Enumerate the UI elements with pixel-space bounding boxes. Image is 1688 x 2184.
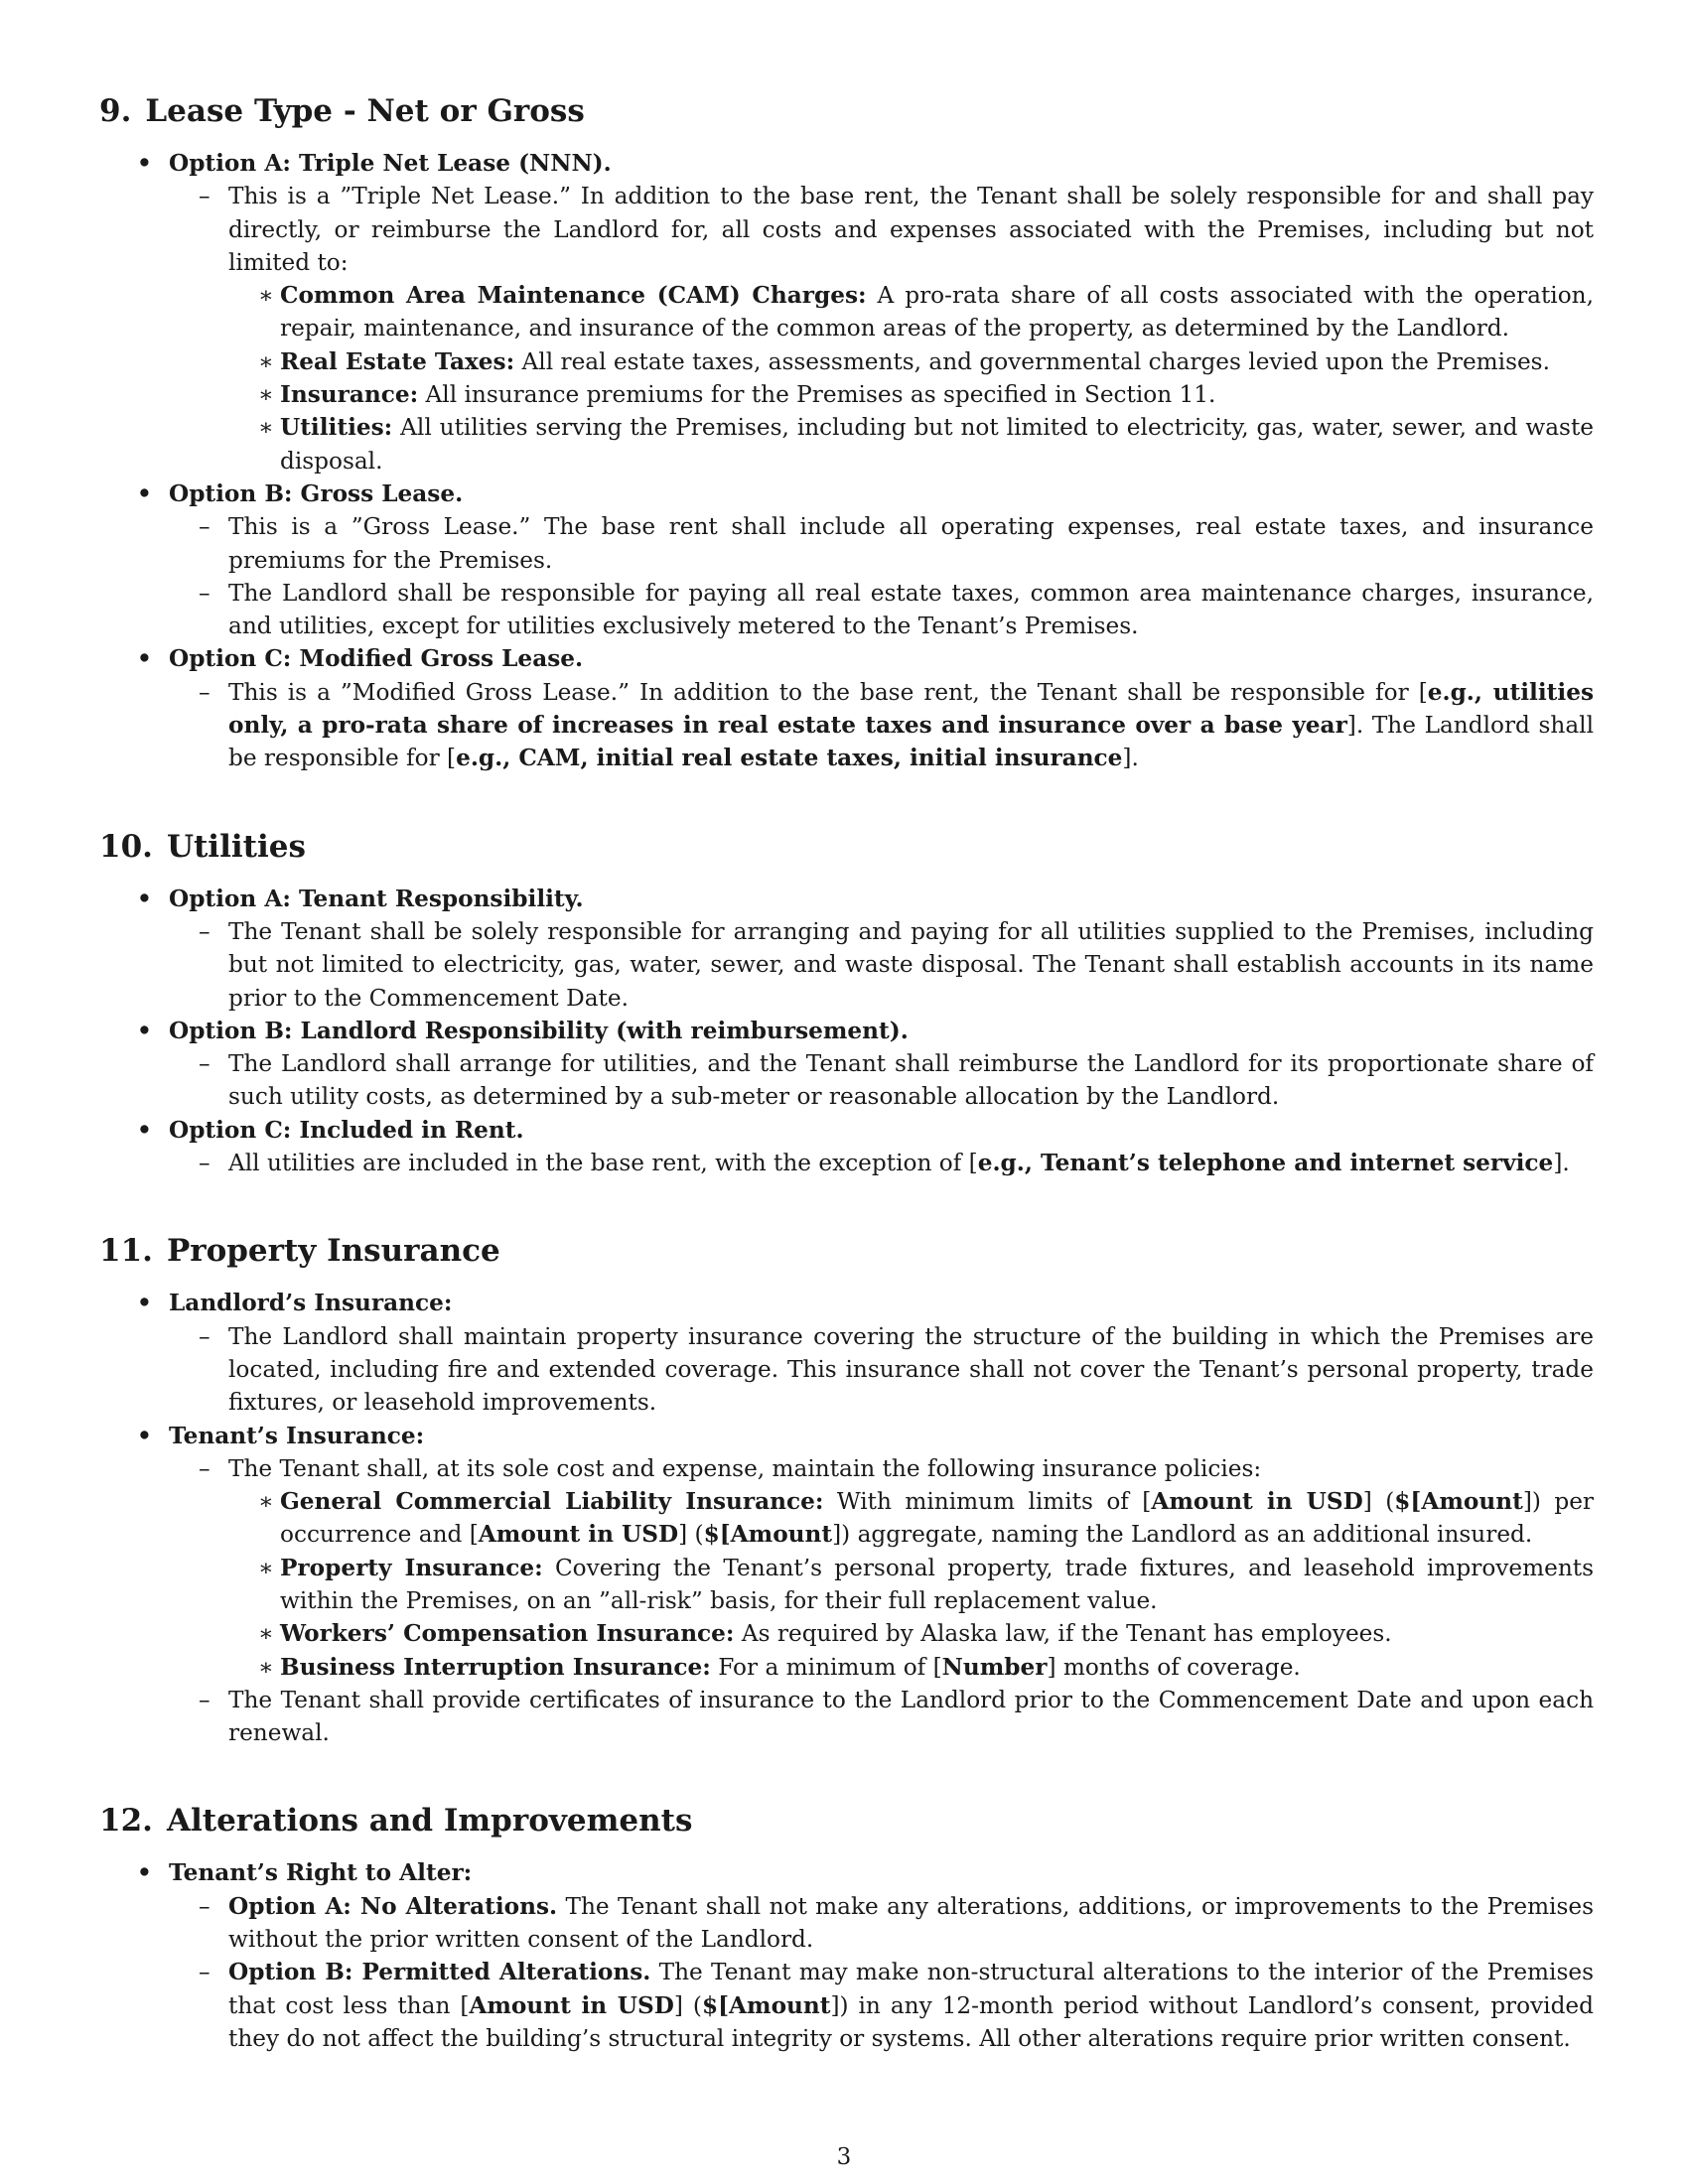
bullet-icon: • — [137, 1017, 152, 1044]
option-list — [99, 883, 1594, 1180]
bullet-icon: • — [137, 1422, 152, 1449]
text-segment: ]. — [1122, 745, 1139, 772]
dash-icon: – — [199, 513, 211, 541]
item-text: This is a ”Triple Net Lease.” In addition to the base rent, the Tenant shall be solely responsible for and shall pay directly, or reimburse the Landlord for, all costs and expenses associated with the Premises, including but not limited to: — [228, 183, 1594, 276]
clause-item — [169, 1684, 1594, 1750]
text-segment: The Tenant shall not make any alterations, additions, or improvements to the Premises without the prior written consent of the Landlord. — [228, 1892, 1594, 1954]
bold-text: Business Interruption Insurance: — [280, 1653, 711, 1681]
dash-icon: – — [199, 183, 211, 210]
option-heading: Tenant’s Right to Alter: — [169, 1859, 473, 1887]
subclause-list — [228, 279, 1594, 478]
section-number: 11. — [99, 1233, 153, 1270]
clause-item — [169, 1320, 1594, 1420]
text-segment: ]) aggregate, naming the Landlord as an additional insured. — [832, 1521, 1533, 1549]
section — [99, 91, 1594, 775]
option-item — [99, 147, 1594, 478]
option-item — [99, 1420, 1594, 1750]
bullet-icon: • — [137, 885, 152, 912]
clause-item — [169, 1452, 1594, 1684]
dash-icon: – — [199, 1050, 211, 1078]
option-list — [99, 147, 1594, 775]
item-text: A pro-rata share of all costs associated with the operation, repair, maintenance, and insurance of the common areas of the property, as determined by the Landlord. — [280, 282, 1594, 342]
clause-list — [169, 915, 1594, 1015]
dash-icon: – — [199, 1150, 211, 1177]
text-segment: ] ( — [678, 1521, 704, 1549]
subclause-list — [228, 1485, 1594, 1684]
option-item — [99, 883, 1594, 1015]
clause-item — [169, 915, 1594, 1015]
dash-icon: – — [199, 678, 211, 706]
option-item — [99, 1015, 1594, 1114]
item-text: All insurance premiums for the Premises as specified in Section 11. — [418, 381, 1216, 409]
subclause-item — [228, 1617, 1594, 1650]
dash-icon: – — [199, 1959, 211, 1986]
bold-text: $[Amount — [701, 1991, 831, 2019]
dash-icon: – — [199, 1686, 211, 1713]
subclause-item — [228, 378, 1594, 411]
clause-list — [169, 1147, 1594, 1179]
bold-text: Amount in USD — [478, 1521, 679, 1549]
clause-item — [169, 577, 1594, 643]
bold-text: Amount in USD — [469, 1991, 674, 2019]
bold-text: e.g., Tenant’s telephone and internet service — [977, 1150, 1554, 1177]
option-item — [99, 642, 1594, 774]
item-heading: Workers’ Compensation Insurance: — [280, 1620, 735, 1648]
asterisk-icon: ∗ — [258, 1653, 274, 1681]
option-item — [99, 478, 1594, 642]
dash-icon: – — [199, 1892, 211, 1920]
item-text: The Tenant shall, at its sole cost and expense, maintain the following insurance policies: — [228, 1454, 1262, 1482]
item-heading: Utilities: — [280, 414, 393, 442]
bullet-icon: • — [137, 1859, 152, 1887]
bold-text: $[Amount — [1394, 1488, 1523, 1516]
text-segment: ] months of coverage. — [1047, 1653, 1301, 1681]
option-list — [99, 1856, 1594, 2055]
clause-item — [169, 1956, 1594, 2055]
option-heading: Option A: Tenant Responsibility. — [169, 885, 584, 912]
text-segment: This is a ”Modified Gross Lease.” In addition to the base rent, the Tenant shall be responsible for [ — [228, 678, 1428, 706]
bold-text: General Commercial Liability Insurance: — [280, 1488, 824, 1516]
option-heading: Tenant’s Insurance: — [169, 1422, 425, 1449]
clause-list — [169, 1890, 1594, 2055]
option-heading: Option B: Landlord Responsibility (with reimbursement). — [169, 1017, 909, 1044]
section — [99, 827, 1594, 1180]
option-heading: Landlord’s Insurance: — [169, 1290, 453, 1317]
section-title — [99, 1231, 1594, 1271]
bullet-icon: • — [137, 1116, 152, 1144]
section-number: 10. — [99, 828, 153, 865]
clause-list — [169, 1047, 1594, 1114]
option-heading: Option A: Triple Net Lease (NNN). — [169, 150, 612, 177]
bullet-icon: • — [137, 645, 152, 673]
bullet-icon: • — [137, 150, 152, 177]
clause-list — [169, 1320, 1594, 1420]
bold-text: Option B: Permitted Alterations. — [228, 1959, 651, 1986]
subclause-item — [228, 1485, 1594, 1552]
clause-item — [169, 1147, 1594, 1179]
clause-item — [169, 510, 1594, 577]
option-heading: Option B: Gross Lease. — [169, 479, 464, 507]
bullet-icon: • — [137, 1290, 152, 1317]
text-segment: With minimum limits of [ — [823, 1488, 1152, 1516]
text-segment: ]. — [1553, 1150, 1570, 1177]
dash-icon: – — [199, 917, 211, 945]
subclause-item — [228, 1651, 1594, 1684]
text-segment: ]) per occurrence and [ — [280, 1488, 1594, 1549]
dash-icon: – — [199, 579, 211, 607]
clause-list — [169, 510, 1594, 642]
text-segment: ]) in any 12-month period without Landlord’s consent, provided they do not affect the building’s structural integrity or systems. All other alterations require prior written consent. — [228, 1991, 1595, 2052]
text-segment: ] ( — [673, 1991, 702, 2019]
clause-list — [169, 676, 1594, 775]
bold-text: Number — [941, 1653, 1048, 1681]
bold-text: Option A: No Alterations. — [228, 1892, 558, 1920]
section — [99, 1801, 1594, 2055]
option-item — [99, 1287, 1594, 1419]
bullet-icon: • — [137, 479, 152, 507]
clause-item — [169, 180, 1594, 478]
item-text: Covering the Tenant’s personal property, trade fixtures, and leasehold improvements within the Premises, on an ”all-risk” basis, for their full replacement value. — [280, 1554, 1594, 1614]
option-item — [99, 1114, 1594, 1180]
item-heading: Real Estate Taxes: — [280, 347, 515, 375]
section-number: 12. — [99, 1803, 153, 1840]
subclause-item — [228, 1552, 1594, 1618]
item-heading: Common Area Maintenance (CAM) Charges: — [280, 282, 867, 310]
bold-text: Amount in USD — [1151, 1488, 1363, 1516]
clause-list — [169, 180, 1594, 478]
subclause-item — [228, 345, 1594, 378]
section-title-text: Property Insurance — [166, 1233, 500, 1270]
option-heading: Option C: Modified Gross Lease. — [169, 645, 584, 673]
asterisk-icon: ∗ — [258, 347, 274, 375]
bold-text: $[Amount — [703, 1521, 833, 1549]
item-text: The Landlord shall maintain property insurance covering the structure of the building in which the Premises are located, including fire and extended coverage. This insurance shall not cover the Tenant’s personal property, trade fixtures, or leasehold improvements. — [228, 1322, 1594, 1417]
asterisk-icon: ∗ — [258, 381, 274, 409]
section-number: 9. — [99, 93, 132, 129]
item-text: As required by Alaska law, if the Tenant has employees. — [734, 1620, 1392, 1648]
clause-item — [169, 1890, 1594, 1957]
item-text: The Landlord shall arrange for utilities, and the Tenant shall reimburse the Landlord for its proportionate share of such utility costs, as determined by a sub-meter or reasonable allocation by the Landlord. — [228, 1050, 1594, 1111]
option-heading: Option C: Included in Rent. — [169, 1116, 524, 1144]
subclause-item — [228, 411, 1594, 478]
section-title — [99, 827, 1594, 867]
option-item — [99, 1856, 1594, 2055]
text-segment: All utilities are included in the base rent, with the exception of [ — [228, 1150, 978, 1177]
asterisk-icon: ∗ — [258, 414, 274, 442]
text-segment: ] ( — [1362, 1488, 1395, 1516]
clause-item — [169, 1047, 1594, 1114]
clause-list — [169, 1452, 1594, 1750]
document-page — [99, 91, 1594, 2107]
page-number: 3 — [836, 2144, 852, 2170]
item-text: All utilities serving the Premises, including but not limited to electricity, gas, water, sewer, and waste disposal. — [280, 414, 1594, 475]
section — [99, 1231, 1594, 1749]
option-list — [99, 1287, 1594, 1749]
section-title-text: Alterations and Improvements — [166, 1803, 693, 1840]
section-title — [99, 1801, 1594, 1841]
bold-text: e.g., utilities only, a pro-rata share of increases in real estate taxes and insurance over a base year — [228, 678, 1594, 740]
asterisk-icon: ∗ — [258, 1620, 274, 1648]
section-title-text: Lease Type - Net or Gross — [145, 93, 585, 129]
item-heading: Insurance: — [280, 381, 419, 409]
subclause-item — [228, 279, 1594, 345]
dash-icon: – — [199, 1454, 211, 1482]
section-title-text: Utilities — [166, 828, 306, 865]
text-segment: ]. The Landlord shall be responsible for [ — [228, 712, 1594, 772]
clause-item — [169, 676, 1594, 775]
asterisk-icon: ∗ — [258, 1488, 274, 1516]
asterisk-icon: ∗ — [258, 282, 274, 310]
asterisk-icon: ∗ — [258, 1554, 274, 1581]
bold-text: e.g., CAM, initial real estate taxes, initial insurance — [456, 745, 1123, 772]
dash-icon: – — [199, 1322, 211, 1350]
item-text: The Tenant shall provide certificates of insurance to the Landlord prior to the Commencement Date and upon each renewal. — [228, 1686, 1594, 1747]
section-title — [99, 91, 1594, 131]
item-text: This is a ”Gross Lease.” The base rent shall include all operating expenses, real estate taxes, and insurance premiums for the Premises. — [228, 513, 1594, 574]
text-segment: For a minimum of [ — [710, 1653, 942, 1681]
item-text: The Landlord shall be responsible for paying all real estate taxes, common area maintenance charges, insurance, and utilities, except for utilities exclusively metered to the Tenant’s Premises. — [228, 579, 1594, 640]
item-heading: Property Insurance: — [280, 1554, 543, 1581]
text-segment: The Tenant may make non-structural alterations to the interior of the Premises that cost less than [ — [228, 1959, 1594, 2019]
item-text: The Tenant shall be solely responsible for arranging and paying for all utilities supplied to the Premises, including but not limited to electricity, gas, water, sewer, and waste disposal. The Tenant shall establish accounts in its name prior to the Commencement Date. — [228, 917, 1594, 1012]
item-text: All real estate taxes, assessments, and governmental charges levied upon the Premises. — [514, 347, 1550, 375]
